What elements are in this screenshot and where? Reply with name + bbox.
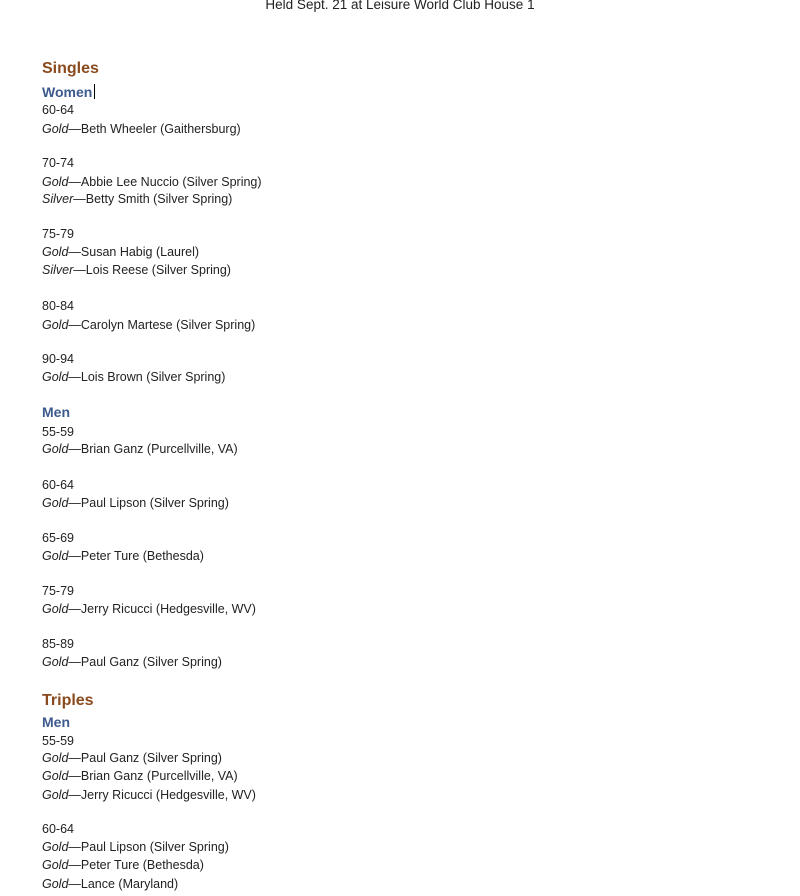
medal: Silver [42, 263, 74, 277]
age-group-label: 85-89 [42, 637, 74, 651]
winner: Lois Brown (Silver Spring) [80, 370, 226, 384]
result-line [42, 441, 238, 457]
medal: Gold [42, 318, 69, 332]
winner: Brian Ganz (Purcellville, VA) [80, 442, 238, 456]
medal: Gold [42, 602, 69, 616]
medal: Gold [42, 877, 69, 891]
medal: Gold [42, 840, 69, 854]
age-group-label: 75-79 [42, 227, 74, 241]
medal: Gold [42, 245, 69, 259]
winner: Brian Ganz (Purcellville, VA) [80, 769, 238, 783]
dash: — [68, 877, 81, 891]
dash: — [68, 751, 81, 765]
age-group-label: 75-79 [42, 584, 74, 598]
result-line [42, 369, 225, 385]
winner: Beth Wheeler (Gaithersburg) [80, 122, 241, 136]
result-line [42, 191, 232, 207]
winner: Lois Reese (Silver Spring) [85, 263, 231, 277]
dash: — [68, 175, 81, 189]
winner: Paul Ganz (Silver Spring) [80, 751, 222, 765]
medal: Silver [42, 192, 74, 206]
dash: — [68, 602, 81, 616]
result-line [42, 317, 255, 333]
medal: Gold [42, 122, 69, 136]
winner: Lance (Maryland) [80, 877, 179, 891]
winner: Abbie Lee Nuccio (Silver Spring) [80, 175, 262, 189]
result-line [42, 654, 222, 670]
subheading-singles-men: Men [42, 404, 70, 420]
age-group-label: 55-59 [42, 425, 74, 439]
dash: — [68, 442, 81, 456]
winner: Paul Lipson (Silver Spring) [80, 840, 229, 854]
medal: Gold [42, 858, 69, 872]
section-heading-triples: Triples [42, 692, 94, 709]
winner: Jerry Ricucci (Hedgesville, WV) [80, 602, 256, 616]
section-heading-singles: Singles [42, 60, 99, 77]
subheading-label: Women [42, 84, 93, 100]
age-group-label: 60-64 [42, 478, 74, 492]
result-line [42, 601, 256, 617]
result-line [42, 262, 231, 278]
dash: — [68, 370, 81, 384]
result-line [42, 876, 178, 892]
result-line [42, 121, 241, 137]
winner: Susan Habig (Laurel) [80, 245, 200, 259]
text-cursor [94, 84, 95, 99]
winner: Peter Ture (Bethesda) [80, 858, 204, 872]
age-group-label: 55-59 [42, 734, 74, 748]
winner: Paul Ganz (Silver Spring) [80, 655, 222, 669]
dash: — [68, 840, 81, 854]
dash: — [68, 318, 81, 332]
result-line [42, 244, 199, 260]
age-group-label: 60-64 [42, 103, 74, 117]
age-group-label: 90-94 [42, 352, 74, 366]
result-line [42, 768, 238, 784]
age-group-label: 65-69 [42, 531, 74, 545]
result-line [42, 857, 204, 873]
medal: Gold [42, 175, 69, 189]
dash: — [68, 549, 81, 563]
dash: — [73, 263, 86, 277]
winner: Paul Lipson (Silver Spring) [80, 496, 229, 510]
medal: Gold [42, 370, 69, 384]
medal: Gold [42, 655, 69, 669]
age-group-label: 70-74 [42, 156, 74, 170]
dash: — [68, 122, 81, 136]
winner: Jerry Ricucci (Hedgesville, WV) [80, 788, 256, 802]
result-line [42, 548, 204, 564]
medal: Gold [42, 788, 69, 802]
dash: — [68, 655, 81, 669]
event-subtitle: Held Sept. 21 at Leisure World Club House 1 [265, 0, 535, 12]
dash: — [68, 496, 81, 510]
winner: Peter Ture (Bethesda) [80, 549, 204, 563]
dash: — [68, 858, 81, 872]
medal: Gold [42, 751, 69, 765]
winner: Betty Smith (Silver Spring) [85, 192, 233, 206]
result-line [42, 839, 229, 855]
result-line [42, 750, 222, 766]
age-group-label: 80-84 [42, 299, 74, 313]
dash: — [68, 769, 81, 783]
subheading-triples-men: Men [42, 714, 70, 730]
medal: Gold [42, 549, 69, 563]
result-line [42, 495, 229, 511]
dash: — [73, 192, 86, 206]
dash: — [68, 245, 81, 259]
result-line [42, 787, 256, 803]
winner: Carolyn Martese (Silver Spring) [80, 318, 256, 332]
subheading-singles-women [42, 84, 95, 100]
medal: Gold [42, 769, 69, 783]
medal: Gold [42, 442, 69, 456]
age-group-label: 60-64 [42, 822, 74, 836]
medal: Gold [42, 496, 69, 510]
result-line [42, 174, 262, 190]
dash: — [68, 788, 81, 802]
